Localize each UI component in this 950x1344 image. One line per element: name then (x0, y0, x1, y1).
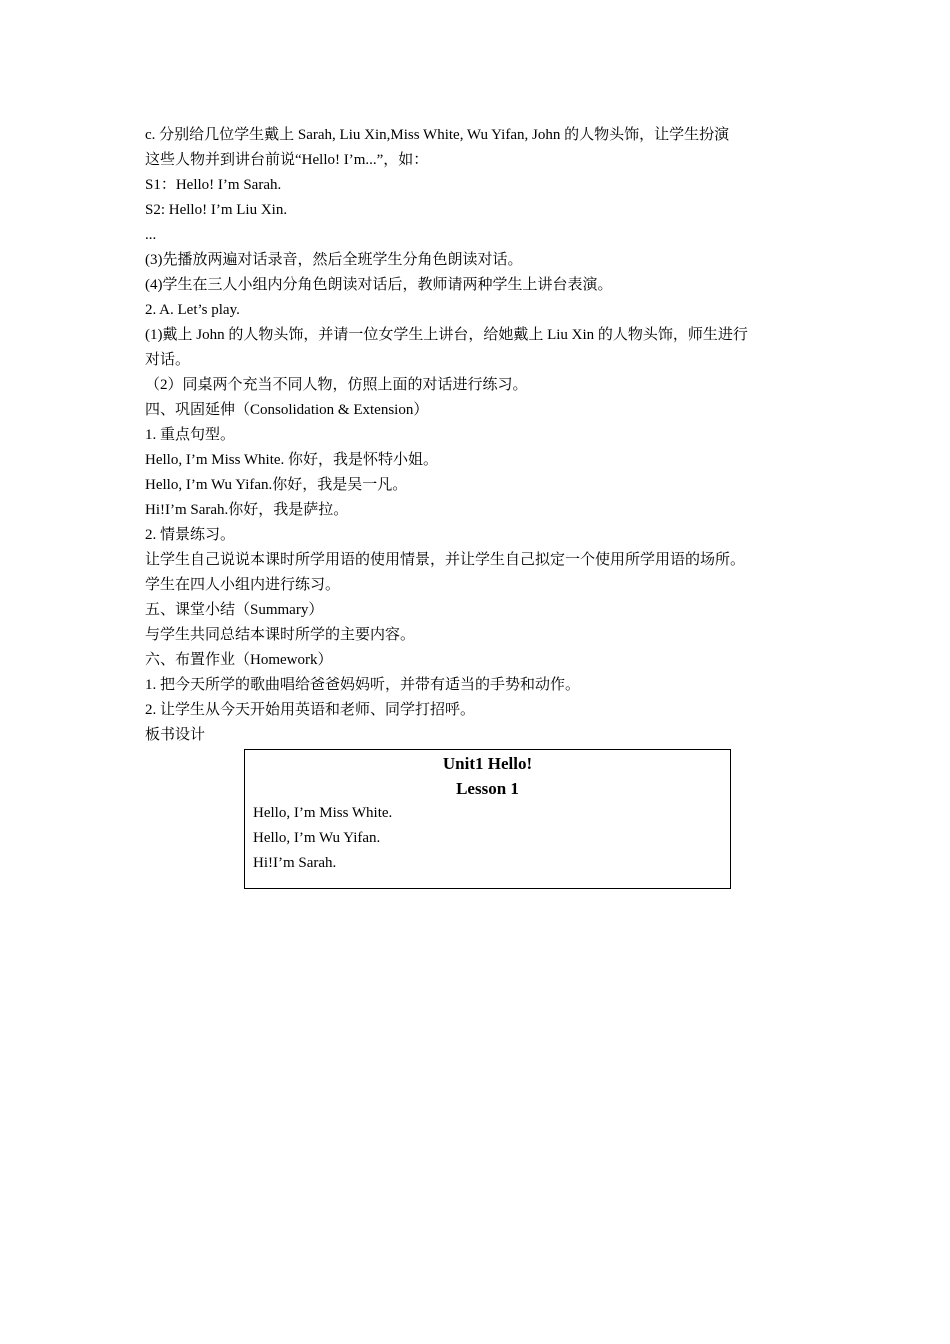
paragraph-line: 让学生自己说说本课时所学用语的使用情景，并让学生自己拟定一个使用所学用语的场所。 (145, 552, 746, 568)
paragraph-line: 2. 让学生从今天开始用英语和老师、同学打招呼。 (145, 702, 476, 718)
paragraph-line: 2. 情景练习。 (145, 527, 236, 543)
board-title-lesson: Lesson 1 (456, 779, 519, 798)
paragraph-line: (1)戴上 John 的人物头饰，并请一位女学生上讲台，给她戴上 Liu Xin 的人物头饰，师生进行 (145, 327, 748, 343)
paragraph-line: (3)先播放两遍对话录音，然后全班学生分角色朗读对话。 (145, 252, 523, 268)
paragraph-line: 对话。 (145, 352, 191, 368)
paragraph-line: c. 分别给几位学生戴上 Sarah, Liu Xin,Miss White, Wu Yifan, John 的人物头饰，让学生扮演 (145, 127, 730, 143)
section-heading: 2. A. Let’s play. (145, 302, 240, 318)
board-design-label: 板书设计 (145, 727, 206, 743)
blackboard-design-box (244, 749, 731, 889)
paragraph-line: （2）同桌两个充当不同人物，仿照上面的对话进行练习。 (145, 377, 528, 393)
document-body (145, 123, 815, 889)
board-title-unit: Unit1 Hello! (442, 754, 533, 773)
paragraph-line: Hello, I’m Wu Yifan.你好，我是吴一凡。 (145, 477, 408, 493)
paragraph-line: (4)学生在三人小组内分角色朗读对话后，教师请两种学生上讲台表演。 (145, 277, 613, 293)
board-line: Hi!I’m Sarah. (253, 855, 337, 871)
paragraph-line: ... (145, 227, 157, 243)
paragraph-line: Hi!I’m Sarah.你好，我是萨拉。 (145, 502, 349, 518)
paragraph-line: 这些人物并到讲台前说“Hello! I’m...”，如： (145, 152, 429, 168)
paragraph-line: 与学生共同总结本课时所学的主要内容。 (145, 627, 416, 643)
board-line: Hello, I’m Wu Yifan. (253, 830, 381, 846)
section-heading: 六、布置作业（Homework） (145, 652, 333, 668)
paragraph-line: 学生在四人小组内进行练习。 (145, 577, 341, 593)
paragraph-line: S2: Hello! I’m Liu Xin. (145, 202, 288, 218)
board-line: Hello, I’m Miss White. (253, 805, 393, 821)
paragraph-line: Hello, I’m Miss White. 你好，我是怀特小姐。 (145, 452, 439, 468)
section-heading: 五、课堂小结（Summary） (145, 602, 324, 618)
paragraph-line: 1. 把今天所学的歌曲唱给爸爸妈妈听，并带有适当的手势和动作。 (145, 677, 581, 693)
paragraph-line: S1：Hello! I’m Sarah. (145, 177, 282, 193)
paragraph-line: 1. 重点句型。 (145, 427, 236, 443)
section-heading: 四、巩固延伸（Consolidation & Extension） (145, 402, 429, 418)
